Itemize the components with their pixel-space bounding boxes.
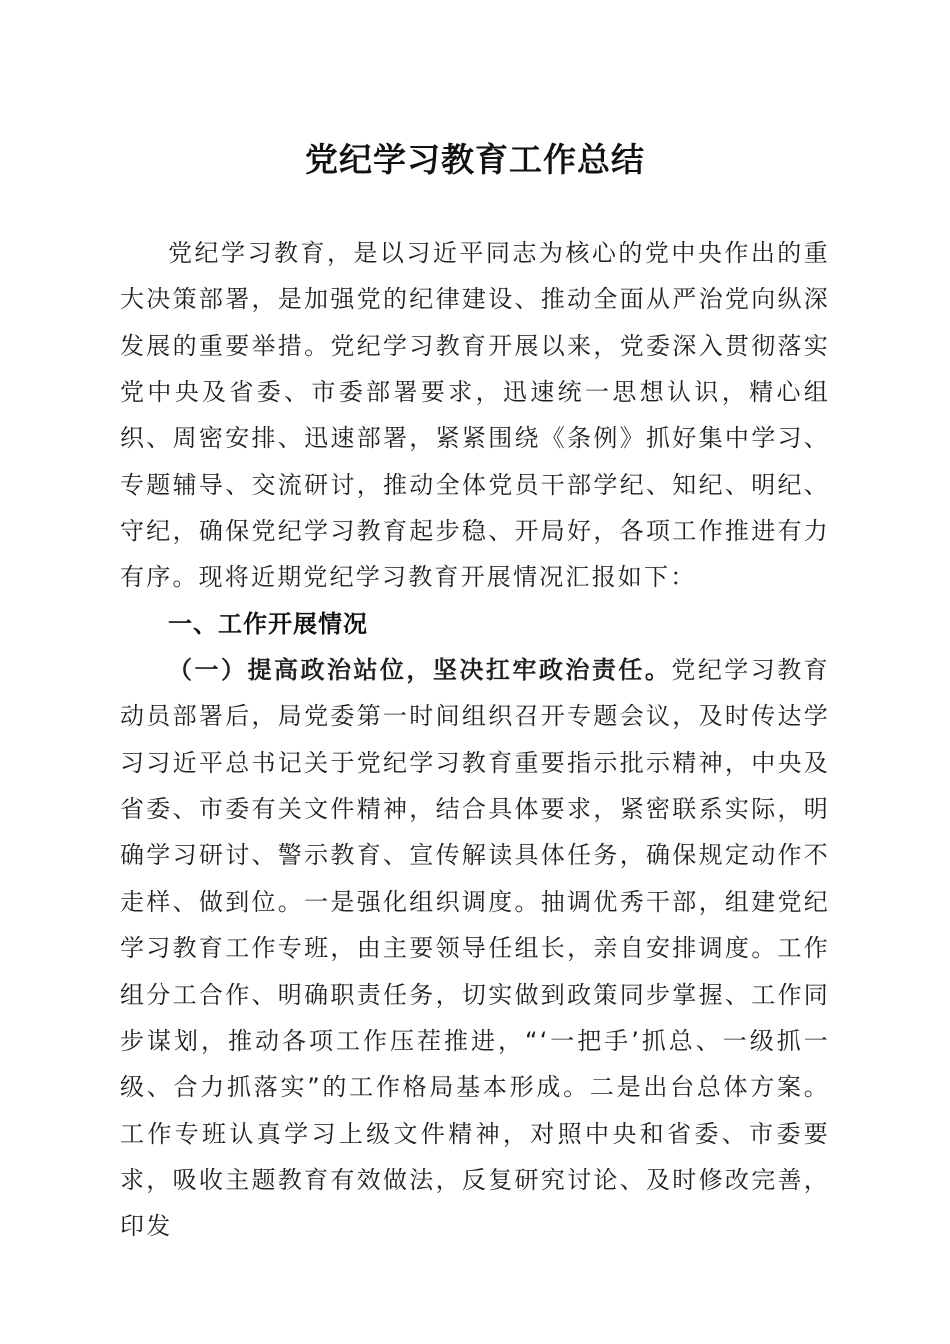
document-body [120,230,830,1250]
intro-paragraph: 党纪学习教育，是以习近平同志为核心的党中央作出的重大决策部署，是加强党的纪律建设、推动全面从严治党向纵深发展的重要举措。党纪学习教育开展以来，党委深入贯彻落实党中央及省委、市委部署要求，迅速统一思想认识，精心组织、周密安排、迅速部署，紧紧围绕《条例》抓好集中学习、专题辅导、交流研讨，推动全体党员干部学纪、知纪、明纪、守纪，确保党纪学习教育起步稳、开局好，各项工作推进有力有序。现将近期党纪学习教育开展情况汇报如下： [120,239,830,592]
document-title: 党纪学习教育工作总结 [305,140,645,179]
subsection-lead: （一）提高政治站位，坚决扛牢政治责任。 [168,656,672,685]
section-heading: 一、工作开展情况 [168,609,368,638]
subsection-body: 党纪学习教育动员部署后，局党委第一时间组织召开专题会议，及时传达学习习近平总书记关于党纪学习教育重要指示批示精神，中央及省委、市委有关文件精神，结合具体要求，紧密联系实际，明确学习研讨、警示教育、宣传解读具体任务，确保规定动作不走样、做到位。一是强化组织调度。抽调优秀干部，组建党纪学习教育工作专班，由主要领导任组长，亲自安排调度。工作组分工合作、明确职责任务，切实做到政策同步掌握、工作同步谋划，推动各项工作压茬推进，“‘一把手’抓总、一级抓一级、合力抓落实”的工作格局基本形成。二是出台总体方案。工作专班认真学习上级文件精神，对照中央和省委、市委要求，吸收主题教育有效做法，反复研究讨论、及时修改完善，印发 [120,656,830,1241]
subsection-paragraph [120,647,830,1249]
